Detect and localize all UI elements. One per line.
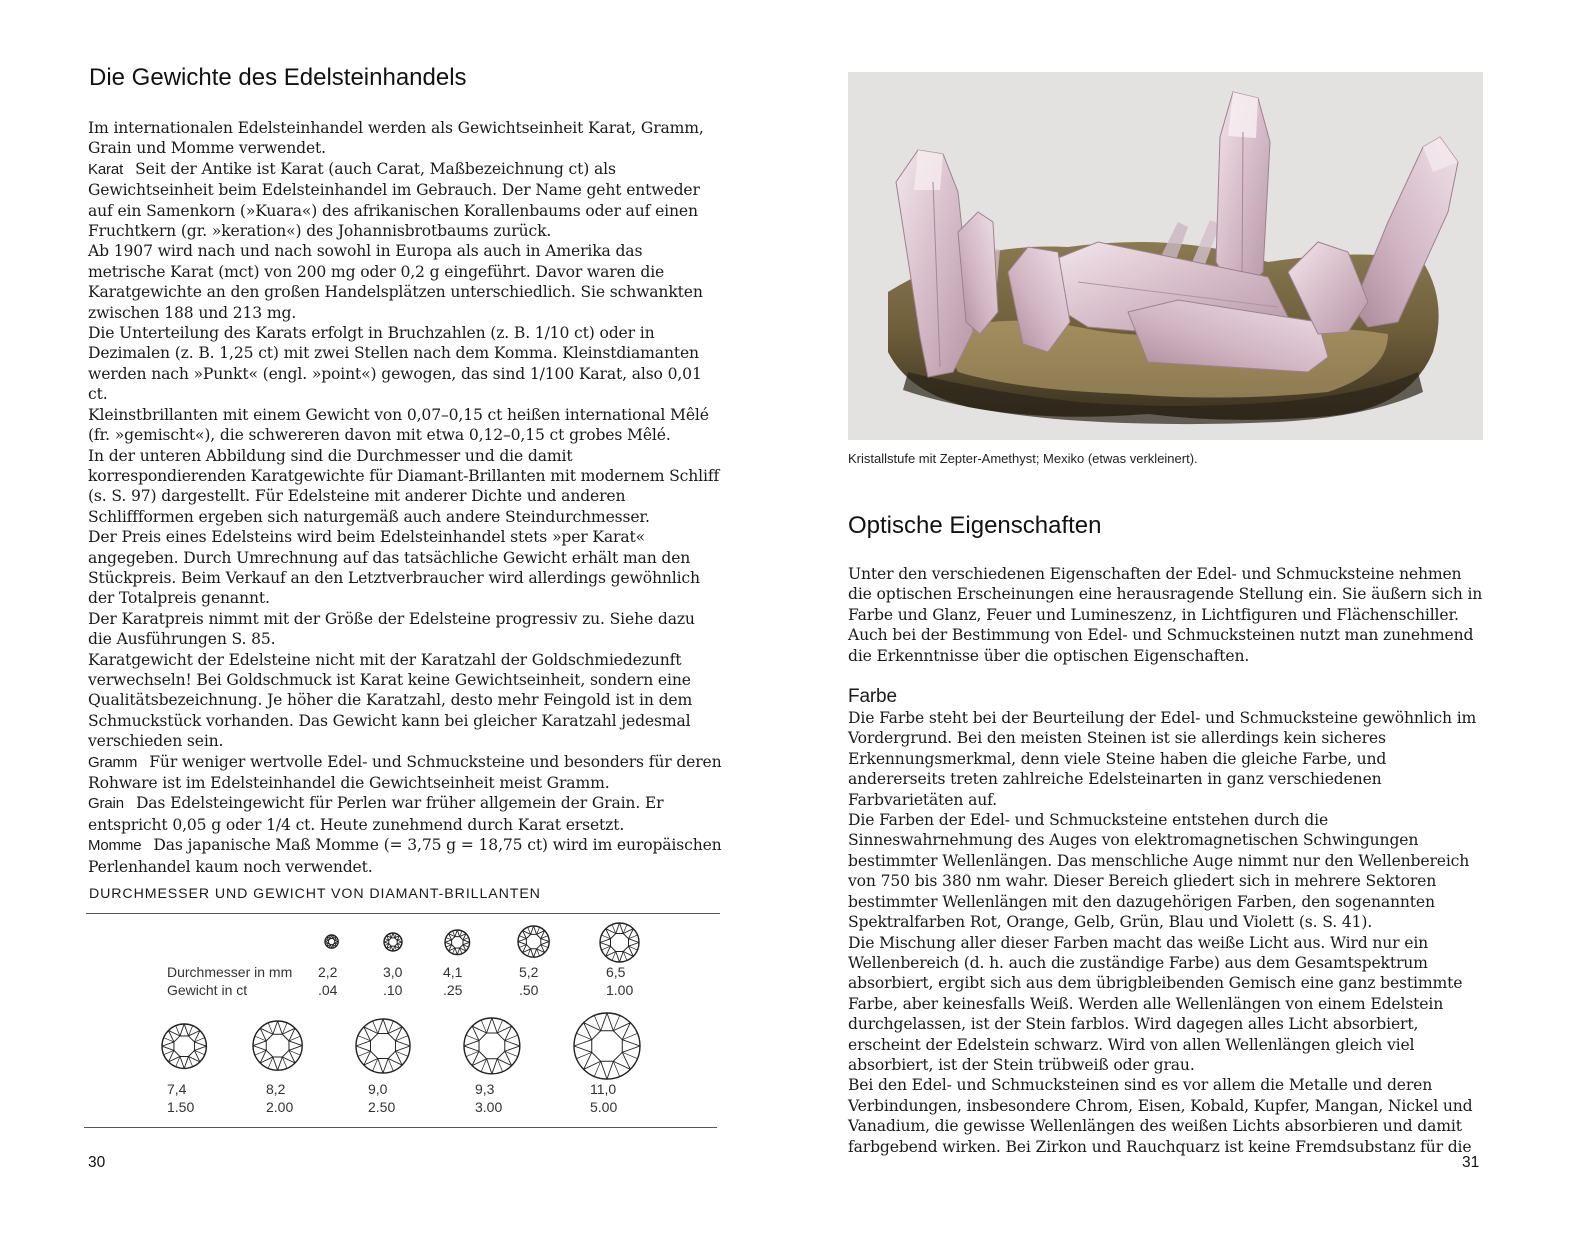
farbe-paragraph-1: Die Farbe steht bei der Beurteilung der Edel- und Schmucksteine gewöhnlich im Vordergrund. Bei den meisten Steinen ist sie allerdings kein sicheres Erkennungsmerkmal, denn viele Steine haben die gleiche Farbe, und andererseits treten zahlreiche Edelsteinarten in ganz verschiedenen Farbvarietäten auf. xyxy=(848,709,1477,809)
paragraph-figure-reference: In der unteren Abbildung sind die Durchmesser und die damit korrespondierenden Karatgewichte für Diamant-Brillanten mit modernem Schliff (s. S. 97) dargestellt. Für Edelsteine mit anderer Dichte und anderen Schliffformen ergeben sich naturgemäß auch andere Steindurchmesser. xyxy=(88,446,720,526)
karat-paragraph xyxy=(88,159,722,242)
diameter-value: 3,0 xyxy=(383,964,403,980)
right-body-text xyxy=(848,564,1488,1157)
grain-text: Das Edelsteingewicht für Perlen war früher allgemein der Grain. Er entspricht 0,05 g oder 1/4 ct. Heute zunehmend durch Karat ersetzt. xyxy=(88,794,664,834)
term-gramm: Gramm xyxy=(88,753,138,771)
page-number-left: 30 xyxy=(88,1154,106,1171)
brilliant-cut-diamond-icon xyxy=(462,1016,522,1076)
term-karat: Karat xyxy=(88,160,124,178)
brilliant-cut-diamond-icon xyxy=(323,933,340,950)
brilliant-cut-diamond-icon xyxy=(382,931,404,953)
diameter-value: 6,5 xyxy=(606,964,626,980)
diameter-value: 2,2 xyxy=(318,964,338,980)
amethyst-crystal-photo xyxy=(848,72,1483,440)
paragraph-subdivision: Die Unterteilung des Karats erfolgt in Bruchzahlen (z. B. 1/10 ct) oder in Dezimalen (z. B. 1,25 ct) mit zwei Stellen nach dem Komma. Kleinstdiamanten werden nach »Punkt« (engl. »point«) gewogen, das sind 1/100 Karat, also 0,01 ct. xyxy=(88,324,702,404)
brilliant-cut-diamond-icon xyxy=(598,921,641,964)
page-title-right: Optische Eigenschaften xyxy=(848,512,1102,539)
left-body-text xyxy=(88,118,722,877)
weight-value: .25 xyxy=(443,982,463,998)
diameter-value: 9,3 xyxy=(475,1081,495,1097)
weight-value: .50 xyxy=(519,982,539,998)
paragraph-metric-karat: Ab 1907 wird nach und nach sowohl in Europa als auch in Amerika das metrische Karat (mct) von 200 mg oder 0,2 g eingeführt. Davor waren die Karatgewichte an den großen Handelsplätzen unterschiedlich. Sie schwankten zwischen 188 und 213 mg. xyxy=(88,242,703,322)
diameter-value: 9,0 xyxy=(368,1081,388,1097)
brilliant-cut-diamond-icon xyxy=(572,1011,642,1081)
row-label-diameter: Durchmesser in mm xyxy=(167,964,293,980)
gramm-text: Für weniger wertvolle Edel- und Schmucksteine und besonders für deren Rohware ist im Edelsteinhandel die Gewichtseinheit meist Gramm. xyxy=(88,752,722,792)
photo-caption: Kristallstufe mit Zepter-Amethyst; Mexiko (etwas verkleinert). xyxy=(848,451,1198,466)
grain-paragraph xyxy=(88,793,722,835)
page-title-left: Die Gewichte des Edelsteinhandels xyxy=(89,64,467,91)
diameter-value: 11,0 xyxy=(590,1081,617,1097)
weight-value: .04 xyxy=(318,982,338,998)
diameter-value: 4,1 xyxy=(443,964,463,980)
weight-value: 2.00 xyxy=(266,1099,294,1115)
diameter-value: 7,4 xyxy=(167,1081,187,1097)
momme-text: Das japanische Maß Momme (= 3,75 g = 18,75 ct) wird im europäischen Perlenhandel kaum noch verwendet. xyxy=(88,836,722,876)
momme-paragraph xyxy=(88,835,722,877)
brilliant-cut-diamond-icon xyxy=(354,1017,412,1075)
paragraph-mele: Kleinstbrillanten mit einem Gewicht von 0,07–0,15 ct heißen international Mêlé (fr. »gemischt«), die schwereren davon mit etwa 0,12–0,15 ct grobes Mêlé. xyxy=(88,405,709,445)
row-label-weight: Gewicht in ct xyxy=(167,982,248,998)
diameter-value: 8,2 xyxy=(266,1081,286,1097)
paragraph-gold-karat: Karatgewicht der Edelsteine nicht mit der Karatzahl der Goldschmiedezunft verwechseln! Bei Goldschmuck ist Karat keine Gewichtseinheit, sondern eine Qualitätsbezeichnung. Je höher die Karatzahl, desto mehr Feingold ist in dem Schmuckstück vorhanden. Das Gewicht kann bei gleicher Karatzahl jedesmal verschieden sein. xyxy=(88,650,693,751)
amethyst-crystal-icon xyxy=(848,72,1483,440)
optics-intro-paragraph: Unter den verschiedenen Eigenschaften der Edel- und Schmucksteine nehmen die optischen Erscheinungen eine herausragende Stellung ein. Sie äußern sich in Farbe und Glanz, Feuer und Lumineszenz, in Lichtfiguren und Flächenschiller. Auch bei der Bestimmung von Edel- und Schmucksteinen nutzt man zunehmend die Erkenntnisse über die optischen Eigenschaften. xyxy=(848,565,1483,665)
paragraph-karat-price: Der Karatpreis nimmt mit der Größe der Edelsteine progressiv zu. Siehe dazu die Ausführungen S. 85. xyxy=(88,609,695,649)
diamond-chart-title: DURCHMESSER UND GEWICHT VON DIAMANT-BRILLANTEN xyxy=(89,886,541,902)
weight-value: 5.00 xyxy=(590,1099,618,1115)
weight-value: 1.50 xyxy=(167,1099,195,1115)
weight-value: 2.50 xyxy=(368,1099,396,1115)
brilliant-cut-diamond-icon xyxy=(443,928,472,957)
term-grain: Grain xyxy=(88,795,124,813)
diameter-value: 5,2 xyxy=(519,964,539,980)
weight-value: 1.00 xyxy=(606,982,634,998)
farbe-paragraph-3: Die Mischung aller dieser Farben macht das weiße Licht aus. Wird nur ein Wellenbereich (d. h. auch die zuständige Farbe) aus dem Gesamtspektrum absorbiert, ergibt sich aus dem übrigbleibenden Gemisch eine ganz bestimmte Farbe, aber keinesfalls Weiß. Werden alle Wellenlängen von einem Edelstein durchgelassen, ist der Stein farblos. Wird dagegen alles Licht absorbiert, erscheint der Edelstein schwarz. Wird von allen Wellenlängen gleich viel absorbiert, ist der Stein trübweiß oder grau. xyxy=(848,933,1463,1074)
brilliant-cut-diamond-icon xyxy=(516,924,551,959)
term-momme: Momme xyxy=(88,837,142,855)
farbe-paragraph-2: Die Farben der Edel- und Schmucksteine entstehen durch die Sinneswahrnehmung des Auges von elektromagnetischen Schwingungen bestimmter Wellenlängen. Das menschliche Auge nimmt nur den Wellenbereich von 750 bis 380 nm wahr. Dieser Bereich gliedert sich in mehrere Sektoren bestimmter Wellenlängen mit den dazugehörigen Farben, den sogenannten Spektralfarben Rot, Orange, Gelb, Grün, Blau und Violett (s. S. 41). xyxy=(848,811,1470,932)
farbe-heading: Farbe xyxy=(848,686,897,708)
karat-text: Seit der Antike ist Karat (auch Carat, Maßbezeichnung ct) als Gewichtseinheit beim Edelsteinhandel im Gebrauch. Der Name geht entweder auf ein Samenkorn (»Kuara«) des afrikanischen Korallenbaums oder auf einen Fruchtkern (gr. »keration«) des Johannisbrotbaums zurück. xyxy=(88,159,700,241)
brilliant-cut-diamond-icon xyxy=(251,1019,304,1072)
intro-paragraph: Im internationalen Edelsteinhandel werden als Gewichtseinheit Karat, Gramm, Grain und Momme verwendet. xyxy=(88,119,704,158)
chart-bottom-rule xyxy=(84,1127,717,1128)
paragraph-price: Der Preis eines Edelsteins wird beim Edelsteinhandel stets »per Karat« angegeben. Durch Umrechnung auf das tatsächliche Gewicht erhält man den Stückpreis. Beim Verkauf an den Letztverbraucher wird allerdings gewöhnlich der Totalpreis genannt. xyxy=(88,528,700,608)
weight-value: .10 xyxy=(383,982,403,998)
chart-top-rule xyxy=(86,913,720,914)
brilliant-cut-diamond-icon xyxy=(160,1022,208,1070)
weight-value: 3.00 xyxy=(475,1099,503,1115)
farbe-paragraph-4: Bei den Edel- und Schmucksteinen sind es vor allem die Metalle und deren Verbindungen, insbesondere Chrom, Eisen, Kobald, Kupfer, Mangan, Nickel und Vanadium, die gewisse Wellenlängen des weißen Lichts absorbieren und damit farbgebend wirken. Bei Zirkon und Rauchquarz ist keine Fremdsubstanz für die xyxy=(848,1076,1473,1156)
page-number-right: 31 xyxy=(1462,1154,1480,1171)
gramm-paragraph xyxy=(88,752,722,794)
right-page xyxy=(797,0,1594,1240)
